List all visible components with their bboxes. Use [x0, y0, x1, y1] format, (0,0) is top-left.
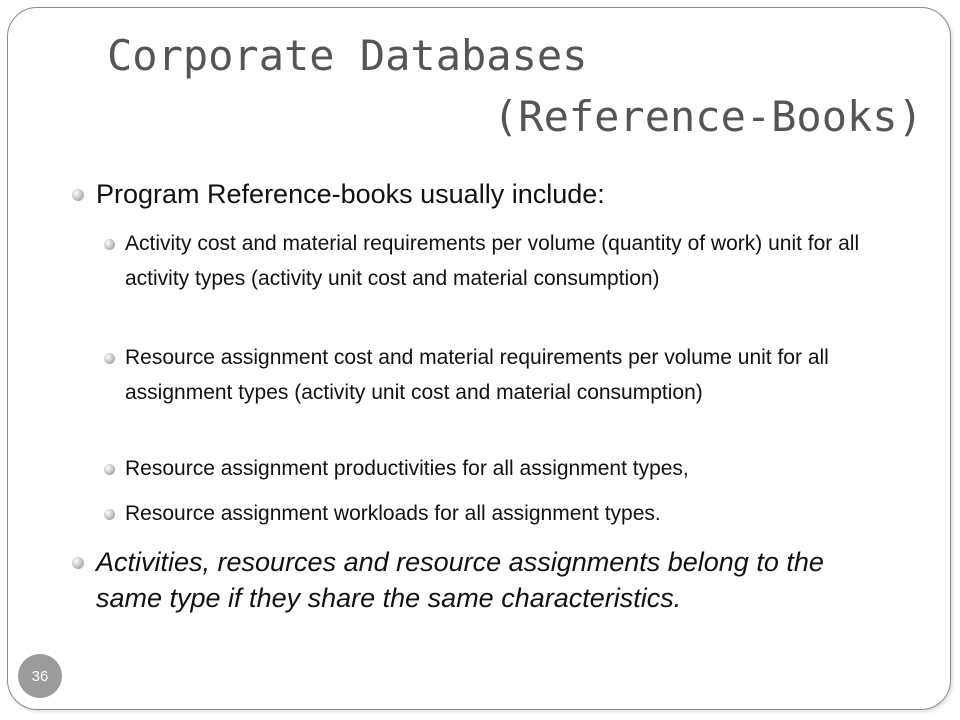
bullet-text: Activity cost and material requirements per volume (quantity of work) unit for all activity types (activity unit cost and material consumption): [125, 232, 860, 290]
bullet-text: Program Reference-books usually include:: [96, 179, 605, 209]
bullet-text: Resource assignment productivities for all assignment types,: [125, 457, 689, 480]
slide-title-line-1: Corporate Databases: [107, 31, 588, 80]
page-number-badge: [18, 654, 62, 698]
bullet-icon: [104, 464, 115, 475]
bullet-icon: [72, 557, 84, 569]
bullet-icon: [104, 353, 115, 364]
bullet-main: [96, 176, 916, 212]
bullet-text: Resource assignment workloads for all assignment types.: [125, 502, 661, 525]
sub-bullet-activity-cost: [125, 226, 915, 296]
bullet-icon: [104, 509, 115, 520]
sub-bullet-productivities: [125, 451, 925, 486]
bullet-main-italic: [96, 544, 856, 616]
bullet-text: Activities, resources and resource assignments belong to the same type if they share the same characteristics.: [96, 547, 824, 613]
slide-title-line-2: (Reference-Books): [493, 92, 923, 141]
sub-bullet-workloads: [125, 496, 925, 531]
bullet-icon: [72, 189, 84, 201]
page-number: 36: [31, 667, 49, 685]
bullet-icon: [104, 239, 115, 250]
sub-bullet-resource-cost: [125, 340, 915, 410]
bullet-text: Resource assignment cost and material requirements per volume unit for all assignment types (activity unit cost and material consumption): [125, 346, 829, 404]
